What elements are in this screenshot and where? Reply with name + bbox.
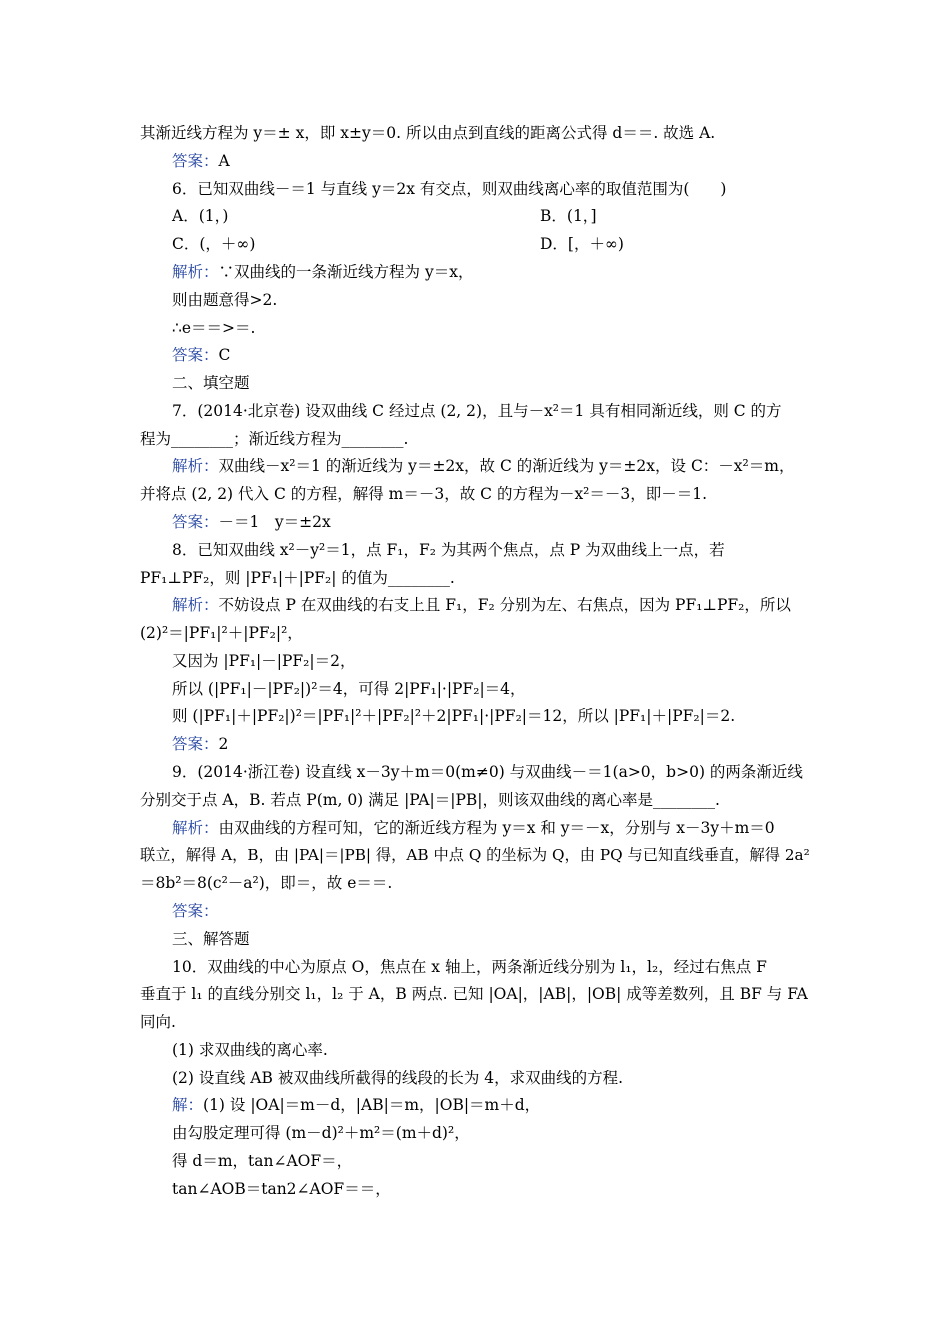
text-line: 又因为 |PF₁|－|PF₂|＝2， — [172, 652, 356, 670]
answer-label: 答案： — [172, 346, 219, 364]
text-line: 并将点 (2, 2) 代入 C 的方程，解得 m＝－3，故 C 的方程为－x²＝－3，即－＝1. — [140, 485, 708, 503]
text-line: 同向. — [140, 1013, 176, 1031]
section-heading: 三、解答题 — [172, 930, 250, 948]
text-line: 则由题意得>2. — [172, 291, 278, 309]
text-line: 联立，解得 A，B，由 |PA|＝|PB| 得，AB 中点 Q 的坐标为 Q，由 PQ 与已知直线垂直，解得 2a² — [140, 846, 810, 864]
question-9: 9．(2014·浙江卷) 设直线 x－3y＋m＝0(m≠0) 与双曲线－＝1(a>0，b>0) 的两条渐近线 — [172, 763, 803, 781]
analysis-text: ∵双曲线的一条渐近线方程为 y＝x， — [218, 263, 474, 281]
analysis-label: 解析： — [172, 596, 219, 614]
text-line: 所以 (|PF₁|－|PF₂|)²＝4，可得 2|PF₁|·|PF₂|＝4， — [172, 680, 526, 698]
option-a: A．(1，) — [172, 207, 229, 225]
question-8: 8．已知双曲线 x²－y²＝1，点 F₁，F₂ 为其两个焦点，点 P 为双曲线上一点，若 — [172, 541, 725, 559]
answer-text: 2 — [218, 735, 229, 753]
analysis-text: 由双曲线的方程可知，它的渐近线方程为 y＝x 和 y＝－x，分别与 x－3y＋m＝0 — [218, 819, 775, 837]
text-line: 垂直于 l₁ 的直线分别交 l₁，l₂ 于 A，B 两点. 已知 |OA|，|AB|，|OB| 成等差数列，且 BF 与 FA — [140, 985, 808, 1003]
text-line: (2) 设直线 AB 被双曲线所截得的线段的长为 4，求双曲线的方程. — [172, 1069, 624, 1087]
option-b: B．(1，] — [540, 207, 597, 225]
text-line: 其渐近线方程为 y＝± x，即 x±y＝0. 所以由点到直线的距离公式得 d＝＝. 故选 A. — [140, 124, 716, 142]
analysis-text: 双曲线－x²＝1 的渐近线为 y＝±2x，故 C 的渐近线为 y＝±2x，设 C：－x²＝m， — [218, 457, 795, 475]
text-line: tan∠AOB＝tan2∠AOF＝＝， — [172, 1180, 391, 1198]
analysis-line — [172, 262, 473, 284]
analysis-line — [172, 818, 775, 840]
text-line: 得 d＝m，tan∠AOF＝， — [172, 1152, 353, 1170]
answer-label: 答案： — [172, 152, 219, 170]
text-line: 程为________；渐近线方程为________. — [140, 430, 409, 448]
analysis-line — [172, 456, 794, 478]
text-line: 分别交于点 A，B. 若点 P(m, 0) 满足 |PA|＝|PB|，则该双曲线的离心率是________. — [140, 791, 720, 809]
analysis-text: 不妨设点 P 在双曲线的右支上且 F₁，F₂ 分别为左、右焦点，因为 PF₁⊥PF₂，所以 — [218, 596, 791, 614]
text-line: 由勾股定理可得 (m－d)²＋m²＝(m＋d)²， — [172, 1124, 470, 1142]
question-6: 6．已知双曲线－＝1 与直线 y＝2x 有交点，则双曲线离心率的取值范围为( ) — [172, 180, 727, 198]
analysis-line — [172, 595, 791, 617]
solution-line — [172, 1095, 540, 1117]
text-line: PF₁⊥PF₂，则 |PF₁|＋|PF₂| 的值为________. — [140, 569, 455, 587]
text-line: 则 (|PF₁|＋|PF₂|)²＝|PF₁|²＋|PF₂|²＋2|PF₁|·|PF₂|＝12，所以 |PF₁|＋|PF₂|＝2. — [172, 707, 736, 725]
option-c: C．(，＋∞) — [172, 235, 256, 253]
answer-line — [172, 901, 219, 923]
option-row — [172, 234, 772, 256]
answer-label: 答案： — [172, 902, 219, 920]
question-10: 10．双曲线的中心为原点 O，焦点在 x 轴上，两条渐近线分别为 l₁，l₂，经过右焦点 F — [172, 958, 767, 976]
section-heading: 二、填空题 — [172, 374, 250, 392]
answer-text: A — [218, 152, 230, 170]
analysis-label: 解析： — [172, 263, 219, 281]
answer-line — [172, 734, 228, 756]
answer-line — [172, 345, 230, 367]
text-line: (2)²＝|PF₁|²＋|PF₂|²， — [140, 624, 303, 642]
answer-text: －＝1 y＝±2x — [218, 513, 331, 531]
solution-label: 解： — [172, 1096, 204, 1114]
text-line: ＝8b²＝8(c²－a²)，即＝，故 e＝＝. — [140, 874, 393, 892]
option-d: D．[，＋∞) — [540, 235, 624, 253]
text-line: ∴e＝＝>＝. — [172, 319, 256, 337]
analysis-label: 解析： — [172, 819, 219, 837]
solution-text: (1) 设 |OA|＝m－d，|AB|＝m，|OB|＝m＋d， — [203, 1096, 541, 1114]
option-row — [172, 206, 772, 228]
analysis-label: 解析： — [172, 457, 219, 475]
answer-line — [172, 151, 230, 173]
answer-label: 答案： — [172, 513, 219, 531]
answer-text: C — [218, 346, 231, 364]
answer-label: 答案： — [172, 735, 219, 753]
answer-line — [172, 512, 331, 534]
text-line: (1) 求双曲线的离心率. — [172, 1041, 328, 1059]
question-7: 7．(2014·北京卷) 设双曲线 C 经过点 (2, 2)，且与－x²＝1 具有相同渐近线，则 C 的方 — [172, 402, 782, 420]
